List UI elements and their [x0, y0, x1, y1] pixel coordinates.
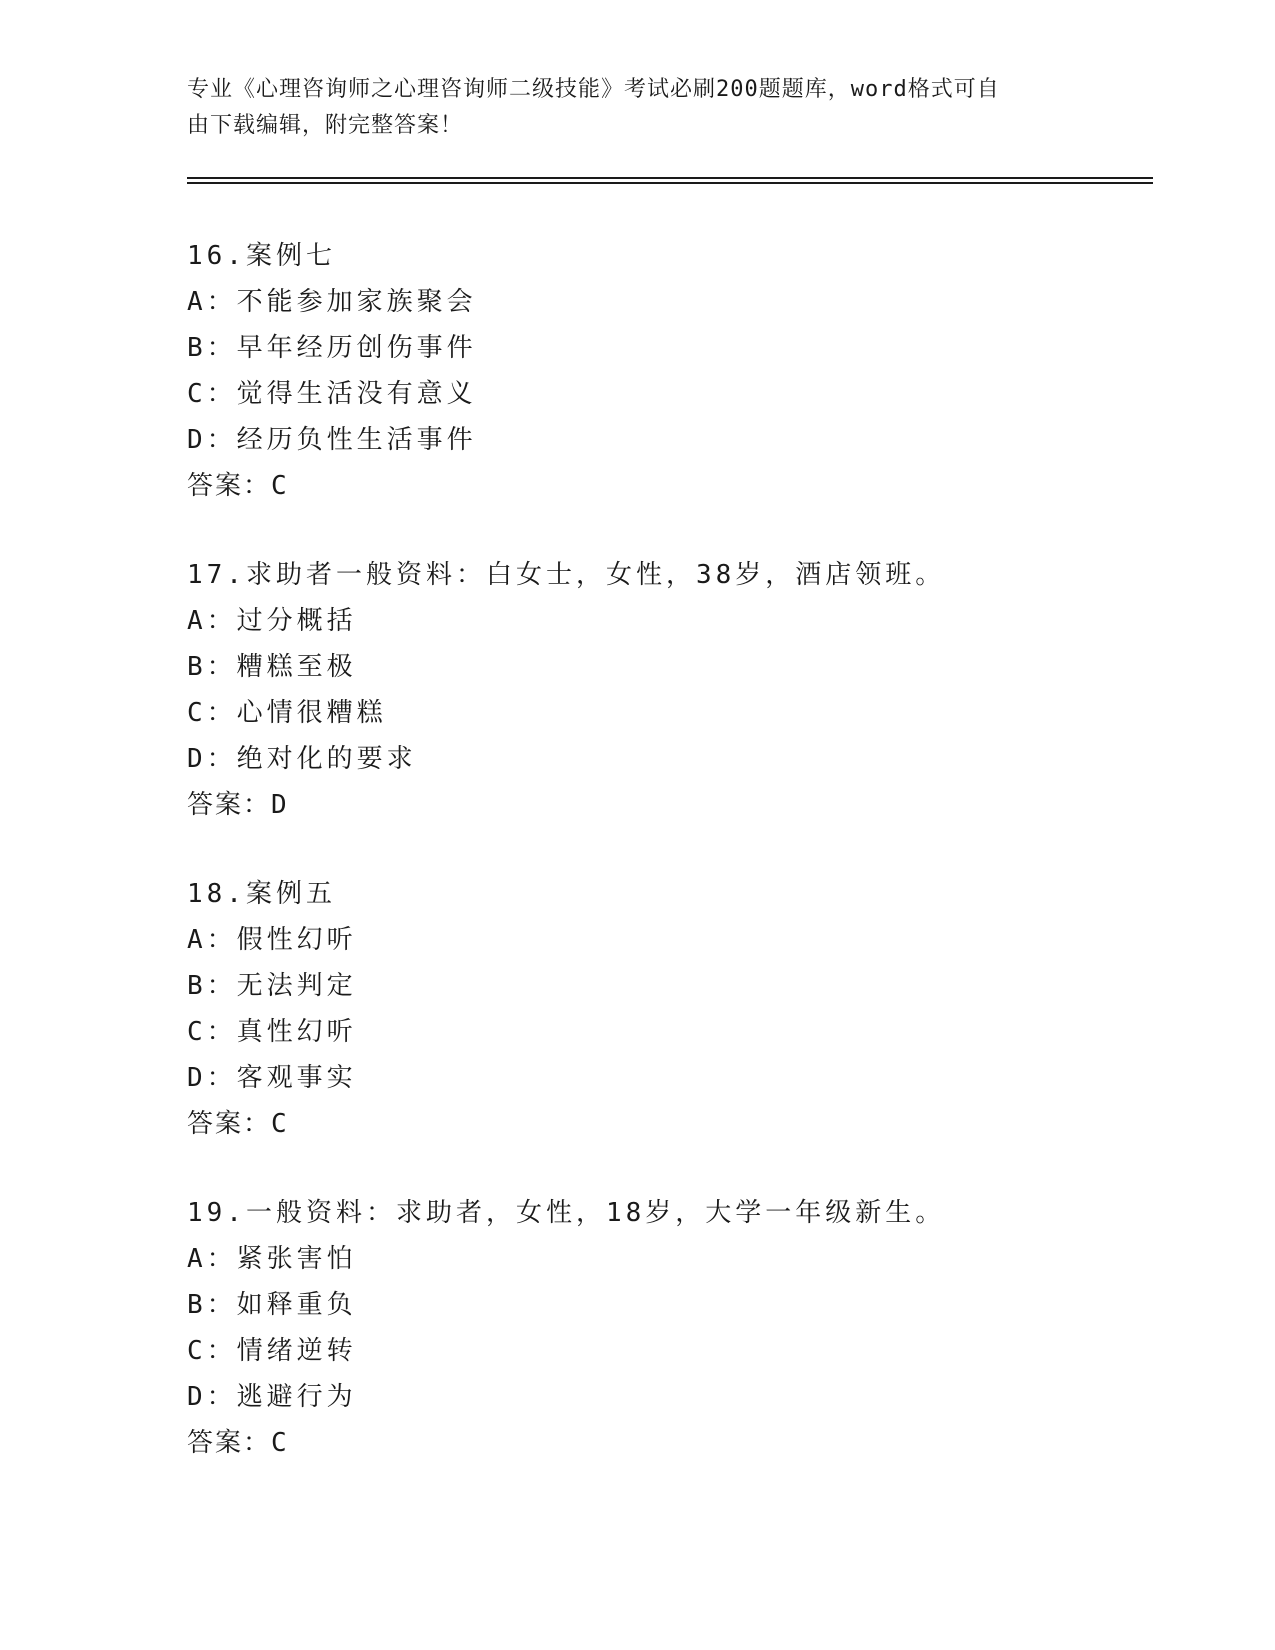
answer-label: 答案： — [187, 471, 272, 501]
header-intro-line-1: 专业《心理咨询师之心理咨询师二级技能》考试必刷200题题库，word格式可自 — [187, 77, 1000, 102]
answer-label: 答案： — [187, 1428, 272, 1458]
option-a: A：不能参加家族聚会 — [187, 287, 477, 317]
answer-line — [187, 782, 1137, 828]
option-a: A：紧张害怕 — [187, 1244, 357, 1274]
option-d: D：客观事实 — [187, 1063, 357, 1093]
question-stem: 17.求助者一般资料：白女士，女性，38岁，酒店领班。 — [187, 560, 946, 590]
option-b: B：糟糕至极 — [187, 652, 357, 682]
option-c: C：心情很糟糕 — [187, 698, 387, 728]
header-intro-line-2: 由下载编辑，附完整答案！ — [187, 113, 464, 138]
question-stem: 19.一般资料：求助者，女性，18岁，大学一年级新生。 — [187, 1198, 946, 1228]
option-b: B：无法判定 — [187, 971, 357, 1001]
option-d: D：绝对化的要求 — [187, 744, 417, 774]
answer-value: D — [271, 790, 287, 820]
question-stem: 16.案例七 — [187, 241, 336, 271]
header-divider-top — [187, 177, 1153, 179]
option-d: D：逃避行为 — [187, 1382, 357, 1412]
answer-line — [187, 1101, 1137, 1147]
question-17 — [187, 552, 1137, 828]
question-18 — [187, 871, 1137, 1147]
option-b: B：如释重负 — [187, 1290, 357, 1320]
option-c: C：情绪逆转 — [187, 1336, 357, 1366]
answer-value: C — [271, 471, 287, 501]
option-c: C：觉得生活没有意义 — [187, 379, 477, 409]
option-d: D：经历负性生活事件 — [187, 425, 477, 455]
answer-value: C — [271, 1428, 287, 1458]
answer-value: C — [271, 1109, 287, 1139]
option-a: A：过分概括 — [187, 606, 357, 636]
option-b: B：早年经历创伤事件 — [187, 333, 477, 363]
header-divider-bottom — [187, 182, 1153, 184]
option-a: A：假性幻听 — [187, 925, 357, 955]
answer-label: 答案： — [187, 1109, 272, 1139]
option-c: C：真性幻听 — [187, 1017, 357, 1047]
document-header — [187, 72, 1067, 144]
question-19 — [187, 1190, 1137, 1466]
answer-line — [187, 1420, 1137, 1466]
question-stem: 18.案例五 — [187, 879, 336, 909]
question-16 — [187, 233, 1137, 509]
answer-line — [187, 463, 1137, 509]
answer-label: 答案： — [187, 790, 272, 820]
